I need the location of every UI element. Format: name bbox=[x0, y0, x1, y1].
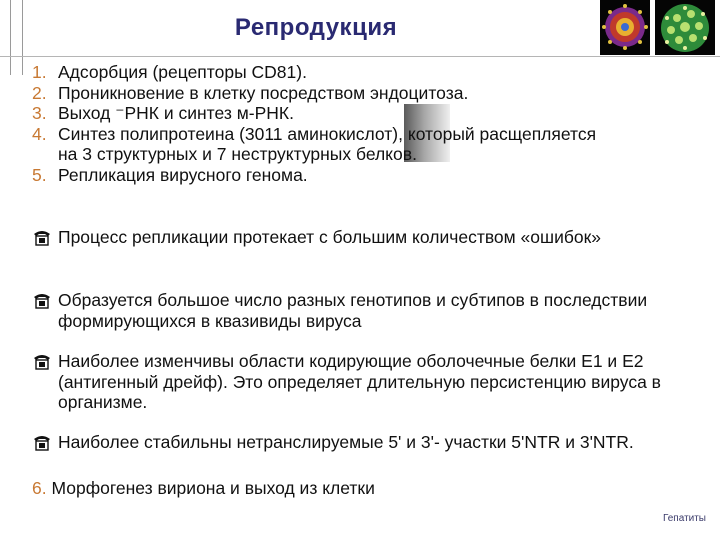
bullet-item bbox=[32, 227, 702, 248]
list-item bbox=[32, 103, 692, 124]
bullet-item bbox=[32, 432, 702, 453]
list-item-text: Проникновение в клетку посредством эндоцитоза. bbox=[58, 82, 469, 103]
list-number: 5. bbox=[32, 164, 47, 185]
list-number: 3. bbox=[32, 103, 47, 123]
list-item-text: Синтез полипротеина (3011 аминокислот), который расщепляется на 3 структурных и 7 неструктурных белков. bbox=[58, 123, 597, 164]
list-number: 2. bbox=[32, 82, 47, 103]
list-item bbox=[32, 165, 692, 186]
telephone-icon bbox=[32, 291, 52, 309]
bullet-text: Процесс репликации протекает с большим количеством «ошибок» bbox=[58, 227, 601, 247]
list-item-text: Адсорбция (рецепторы CD81). bbox=[58, 62, 307, 82]
list-item bbox=[32, 124, 618, 165]
frame-horizontal-line bbox=[0, 56, 720, 57]
virus-image-1 bbox=[600, 0, 650, 55]
bullet-item bbox=[32, 351, 702, 413]
bullet-text: Образуется большое число разных генотипов и субтипов в последствии формирующихся в квазивиды вируса bbox=[58, 290, 648, 331]
list-item bbox=[32, 478, 375, 499]
telephone-icon bbox=[32, 228, 52, 246]
numbered-list bbox=[32, 62, 692, 185]
list-number: 6. bbox=[32, 478, 47, 498]
bullet-text: Наиболее изменчивы области кодирующие оболочечные белки Е1 и Е2 (антигенный дрейф). Это определяет длительную персистенцию вируса в организме. bbox=[58, 351, 661, 412]
telephone-icon bbox=[32, 433, 52, 451]
list-number: 4. bbox=[32, 123, 47, 144]
list-item-text: Выход ⁻РНК и синтез м-РНК. bbox=[58, 103, 294, 123]
list-item-text: Морфогенез вириона и выход из клетки bbox=[51, 478, 375, 498]
footer-label: Гепатиты bbox=[663, 513, 706, 524]
bullet-text: Наиболее стабильны нетранслируемые 5' и 3'- участки 5'NTR и 3'NTR. bbox=[58, 432, 634, 452]
telephone-icon bbox=[32, 352, 52, 370]
list-item-text: Репликация вирусного генома. bbox=[58, 164, 308, 185]
bullet-item bbox=[32, 290, 702, 331]
list-number: 1. bbox=[32, 62, 47, 82]
virus-image-2 bbox=[655, 0, 715, 55]
slide-title: Репродукция bbox=[234, 14, 398, 41]
list-item bbox=[32, 83, 692, 104]
list-item bbox=[32, 62, 692, 83]
